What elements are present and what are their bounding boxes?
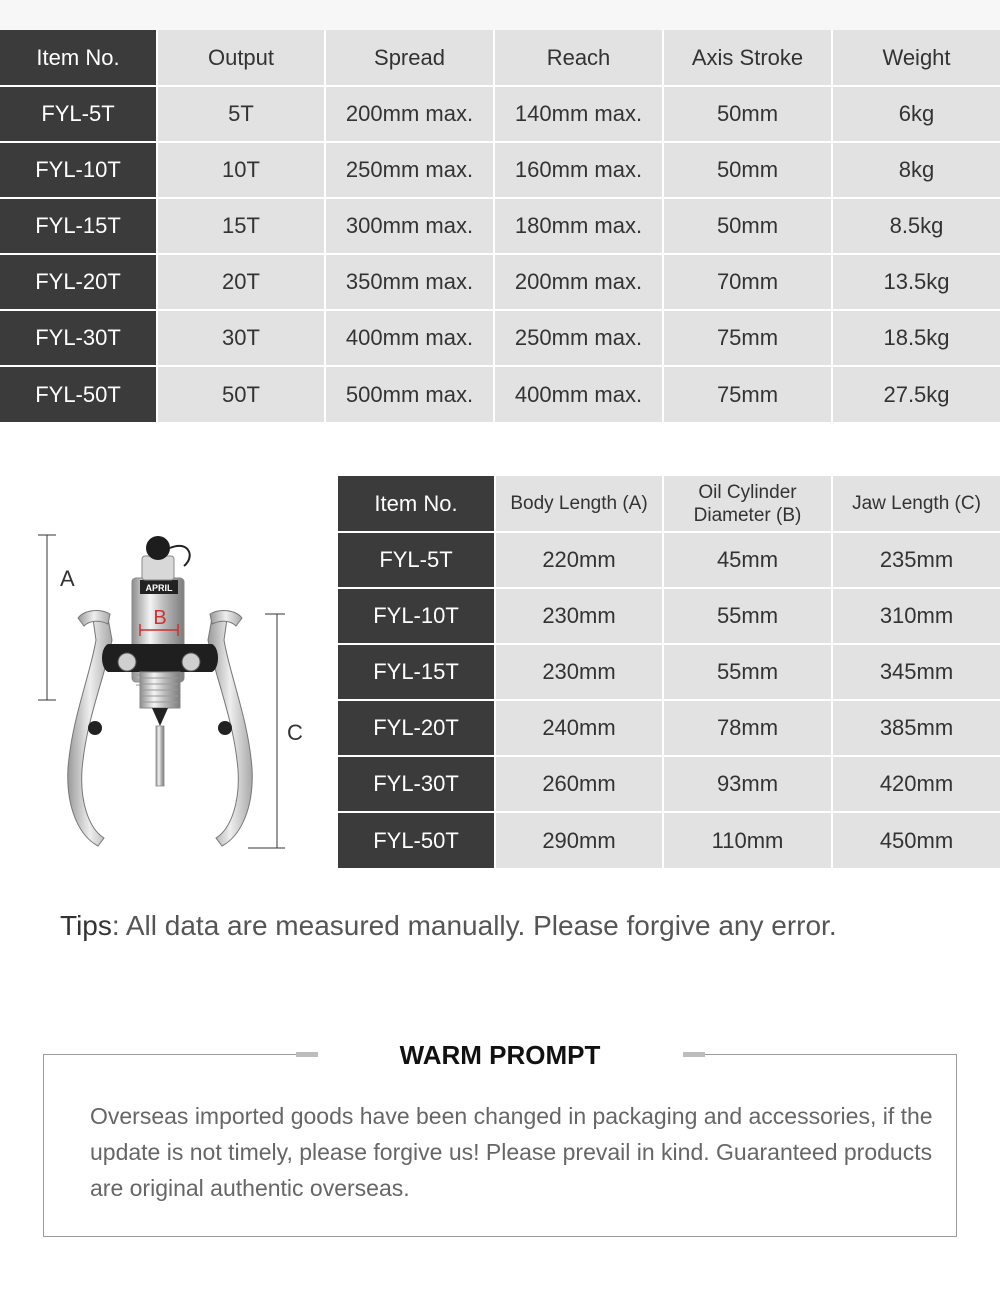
header-oil-cylinder-diameter: Oil Cylinder Diameter (B)	[663, 476, 832, 532]
jaw-length-cell: 385mm	[832, 700, 1000, 756]
table-row	[338, 812, 1000, 868]
table-row	[0, 310, 1000, 366]
title-dash-right	[683, 1052, 705, 1057]
top-band	[0, 0, 1000, 30]
dimension-a-label: A	[60, 566, 75, 591]
table-row	[0, 254, 1000, 310]
warm-prompt-title: WARM PROMPT	[399, 1040, 601, 1070]
table-row	[338, 532, 1000, 588]
cylinder-diameter-cell: 110mm	[663, 812, 832, 868]
table-header-row	[338, 476, 1000, 532]
weight-cell: 13.5kg	[832, 254, 1000, 310]
dimension-c	[248, 614, 285, 848]
item-no-cell: FYL-20T	[338, 700, 495, 756]
jaw-length-cell: 345mm	[832, 644, 1000, 700]
prompt-border-right	[683, 1054, 956, 1055]
header-item-no: Item No.	[0, 30, 157, 86]
body-length-cell: 230mm	[495, 588, 663, 644]
header-reach: Reach	[494, 30, 663, 86]
table-row	[338, 756, 1000, 812]
spread-cell: 300mm max.	[325, 198, 494, 254]
axis-stroke-cell: 75mm	[663, 366, 832, 422]
item-no-cell: FYL-50T	[0, 366, 157, 422]
weight-cell: 8.5kg	[832, 198, 1000, 254]
reach-cell: 250mm max.	[494, 310, 663, 366]
weight-cell: 8kg	[832, 142, 1000, 198]
cylinder-diameter-cell: 55mm	[663, 644, 832, 700]
title-dash-left	[296, 1052, 318, 1057]
header-weight: Weight	[832, 30, 1000, 86]
weight-cell: 27.5kg	[832, 366, 1000, 422]
warm-prompt-text: Overseas imported goods have been changed in packaging and accessories, if the update is not timely, please forgive us! Please prevail in kind. Guaranteed products are original authentic overseas.	[90, 1103, 933, 1201]
jaw-length-cell: 235mm	[832, 532, 1000, 588]
table-row	[0, 366, 1000, 422]
axis-stroke-cell: 50mm	[663, 142, 832, 198]
spread-cell: 500mm max.	[325, 366, 494, 422]
jaw-length-cell: 450mm	[832, 812, 1000, 868]
table-row	[0, 142, 1000, 198]
spread-cell: 350mm max.	[325, 254, 494, 310]
item-no-cell: FYL-50T	[338, 812, 495, 868]
handle-rod	[156, 726, 164, 786]
reach-cell: 160mm max.	[494, 142, 663, 198]
output-cell: 10T	[157, 142, 325, 198]
table-row	[338, 588, 1000, 644]
reach-cell: 400mm max.	[494, 366, 663, 422]
spread-cell: 400mm max.	[325, 310, 494, 366]
reach-cell: 180mm max.	[494, 198, 663, 254]
jaw-length-cell: 310mm	[832, 588, 1000, 644]
axis-stroke-cell: 75mm	[663, 310, 832, 366]
tips-text: : All data are measured manually. Please forgive any error.	[111, 910, 837, 941]
item-no-cell: FYL-5T	[0, 86, 157, 142]
item-no-cell: FYL-10T	[338, 588, 495, 644]
output-cell: 15T	[157, 198, 325, 254]
header-item-no: Item No.	[338, 476, 495, 532]
output-cell: 50T	[157, 366, 325, 422]
weight-cell: 18.5kg	[832, 310, 1000, 366]
body-length-cell: 230mm	[495, 644, 663, 700]
item-no-cell: FYL-20T	[0, 254, 157, 310]
cylinder-diameter-cell: 93mm	[663, 756, 832, 812]
weight-cell: 6kg	[832, 86, 1000, 142]
tips-label: Tips	[60, 910, 112, 941]
reach-cell: 200mm max.	[494, 254, 663, 310]
prompt-border-left	[43, 1054, 318, 1055]
tips-note	[60, 910, 837, 942]
spread-cell: 200mm max.	[325, 86, 494, 142]
dimension-c-label: C	[287, 720, 303, 745]
cylinder-diameter-cell: 78mm	[663, 700, 832, 756]
table-row	[0, 86, 1000, 142]
body-length-cell: 220mm	[495, 532, 663, 588]
header-axis-stroke: Axis Stroke	[663, 30, 832, 86]
table-header-row	[0, 30, 1000, 86]
reach-cell: 140mm max.	[494, 86, 663, 142]
dimension-a	[38, 535, 56, 700]
header-spread: Spread	[325, 30, 494, 86]
body-length-cell: 240mm	[495, 700, 663, 756]
body-length-cell: 290mm	[495, 812, 663, 868]
item-no-cell: FYL-30T	[0, 310, 157, 366]
spec-table-dimensions	[338, 476, 1000, 868]
header-jaw-length: Jaw Length (C)	[832, 476, 1000, 532]
table-row	[0, 198, 1000, 254]
axis-stroke-cell: 50mm	[663, 86, 832, 142]
item-no-cell: FYL-10T	[0, 142, 157, 198]
table-row	[338, 644, 1000, 700]
body-length-cell: 260mm	[495, 756, 663, 812]
cylinder-diameter-cell: 55mm	[663, 588, 832, 644]
output-cell: 20T	[157, 254, 325, 310]
table-row	[338, 700, 1000, 756]
jaw-length-cell: 420mm	[832, 756, 1000, 812]
header-body-length: Body Length (A)	[495, 476, 663, 532]
brand-text: APRIL	[145, 583, 173, 593]
output-cell: 5T	[157, 86, 325, 142]
header-output: Output	[157, 30, 325, 86]
item-no-cell: FYL-30T	[338, 756, 495, 812]
cylinder-diameter-cell: 45mm	[663, 532, 832, 588]
item-no-cell: FYL-15T	[0, 198, 157, 254]
spec-table-main	[0, 30, 1000, 422]
axis-stroke-cell: 50mm	[663, 198, 832, 254]
cap-icon	[146, 536, 170, 560]
spread-cell: 250mm max.	[325, 142, 494, 198]
axis-stroke-cell: 70mm	[663, 254, 832, 310]
gear-puller-diagram	[30, 520, 330, 860]
output-cell: 30T	[157, 310, 325, 366]
dimension-b-label: B	[153, 607, 167, 629]
item-no-cell: FYL-15T	[338, 644, 495, 700]
item-no-cell: FYL-5T	[338, 532, 495, 588]
